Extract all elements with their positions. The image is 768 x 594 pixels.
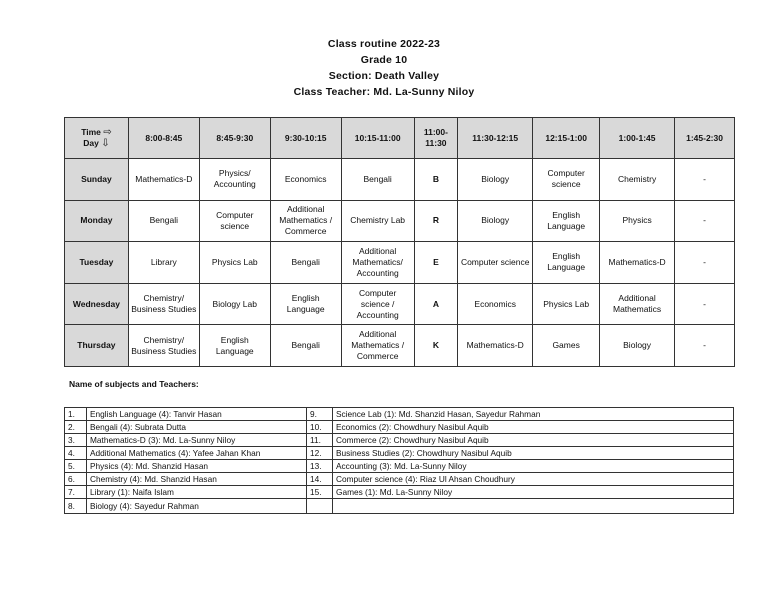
subject-number: 6. [65,473,87,486]
period-cell: Biology [458,200,533,242]
time-slot-header: 11:00-11:30 [414,118,458,159]
subject-teacher: Economics (2): Chowdhury Nasibul Aquib [333,421,734,434]
subject-teacher: Additional Mathematics (4): Yafee Jahan Khan [87,447,307,460]
subject-teacher: Science Lab (1): Md. Shanzid Hasan, Sayedur Rahman [333,408,734,421]
subject-teacher: Games (1): Md. La-Sunny Niloy [333,486,734,499]
time-slot-header: 8:00-8:45 [128,118,199,159]
period-cell: Economics [458,283,533,325]
time-slot-header: 1:00-1:45 [600,118,675,159]
routine-title: Class routine 2022-23 [327,38,441,50]
subject-number: 13. [307,460,333,473]
period-cell: Physics/ Accounting [199,159,270,201]
subject-number: 10. [307,421,333,434]
subject-number: 5. [65,460,87,473]
day-cell: Tuesday [65,242,129,284]
period-cell: Chemistry/ Business Studies [128,283,199,325]
period-cell: English Language [533,200,600,242]
subject-number: 12. [307,447,333,460]
time-slot-header: 11:30-12:15 [458,118,533,159]
subject-teacher: Commerce (2): Chowdhury Nasibul Aquib [333,434,734,447]
day-label: Day [83,138,99,148]
time-slot-header: 8:45-9:30 [199,118,270,159]
subject-teacher: English Language (4): Tanvir Hasan [87,408,307,421]
period-cell: English Language [533,242,600,284]
period-cell: Chemistry/ Business Studies [128,325,199,367]
section-label: Section: Death Valley [328,70,440,82]
table-row [65,408,734,421]
class-teacher-label: Class Teacher: Md. La-Sunny Niloy [293,86,475,98]
period-cell: - [675,325,735,367]
day-cell: Monday [65,200,129,242]
table-row [65,447,734,460]
subject-number: 1. [65,408,87,421]
routine-table [64,117,735,367]
day-cell: Sunday [65,159,129,201]
period-cell: Economics [270,159,341,201]
subject-teacher: Library (1): Naifa Islam [87,486,307,499]
arrow-right-icon: ⇨ [103,127,112,138]
subject-number: 15. [307,486,333,499]
subject-teacher [333,499,734,514]
subject-number: 7. [65,486,87,499]
subject-teacher: Accounting (3): Md. La-Sunny Niloy [333,460,734,473]
routine-row [65,159,735,201]
table-row [65,499,734,514]
period-cell: Bengali [341,159,414,201]
arrow-down-icon: ⇩ [101,138,110,149]
routine-row [65,283,735,325]
period-cell: Computer science [458,242,533,284]
day-cell: Thursday [65,325,129,367]
subject-number: 14. [307,473,333,486]
document-header [0,36,768,100]
period-cell: Additional Mathematics / Commerce [341,325,414,367]
period-cell: Additional Mathematics / Commerce [270,200,341,242]
subject-teacher: Biology (4): Sayedur Rahman [87,499,307,514]
routine-header-row [65,118,735,159]
period-cell: Additional Mathematics [600,283,675,325]
subjects-heading: Name of subjects and Teachers: [69,379,199,389]
period-cell: - [675,200,735,242]
period-cell: - [675,242,735,284]
period-cell: Physics [600,200,675,242]
period-cell: Biology [458,159,533,201]
subject-number: 2. [65,421,87,434]
subject-number: 8. [65,499,87,514]
subject-teacher: Bengali (4): Subrata Dutta [87,421,307,434]
period-cell: Bengali [128,200,199,242]
subjects-table [64,407,734,514]
period-cell: Library [128,242,199,284]
table-row [65,460,734,473]
subject-number [307,499,333,514]
subject-teacher: Business Studies (2): Chowdhury Nasibul Aquib [333,447,734,460]
subject-number: 3. [65,434,87,447]
subject-teacher: Computer science (4): Riaz Ul Ahsan Choudhury [333,473,734,486]
subject-number: 4. [65,447,87,460]
period-cell: Additional Mathematics/ Accounting [341,242,414,284]
routine-row [65,242,735,284]
subject-number: 9. [307,408,333,421]
table-row [65,421,734,434]
break-cell: R [414,200,458,242]
time-slot-header: 10:15-11:00 [341,118,414,159]
period-cell: Biology [600,325,675,367]
period-cell: Bengali [270,325,341,367]
period-cell: Mathematics-D [128,159,199,201]
period-cell: Computer science [533,159,600,201]
break-cell: E [414,242,458,284]
period-cell: English Language [270,283,341,325]
break-cell: A [414,283,458,325]
routine-row [65,325,735,367]
period-cell: - [675,283,735,325]
time-slot-header: 9:30-10:15 [270,118,341,159]
period-cell: Physics Lab [199,242,270,284]
break-cell: B [414,159,458,201]
time-label: Time [81,127,101,137]
period-cell: Mathematics-D [600,242,675,284]
routine-row [65,200,735,242]
period-cell: Games [533,325,600,367]
subject-teacher: Mathematics-D (3): Md. La-Sunny Niloy [87,434,307,447]
period-cell: - [675,159,735,201]
table-row [65,486,734,499]
period-cell: Mathematics-D [458,325,533,367]
subject-number: 11. [307,434,333,447]
subject-teacher: Physics (4): Md. Shanzid Hasan [87,460,307,473]
day-cell: Wednesday [65,283,129,325]
period-cell: English Language [199,325,270,367]
period-cell: Computer science [199,200,270,242]
table-row [65,473,734,486]
period-cell: Physics Lab [533,283,600,325]
period-cell: Chemistry Lab [341,200,414,242]
period-cell: Bengali [270,242,341,284]
subject-teacher: Chemistry (4): Md. Shanzid Hasan [87,473,307,486]
period-cell: Chemistry [600,159,675,201]
period-cell: Computer science / Accounting [341,283,414,325]
period-cell: Biology Lab [199,283,270,325]
time-day-corner-cell [65,118,129,159]
time-slot-header: 12:15-1:00 [533,118,600,159]
table-row [65,434,734,447]
grade-label: Grade 10 [360,54,408,66]
break-cell: K [414,325,458,367]
time-slot-header: 1:45-2:30 [675,118,735,159]
